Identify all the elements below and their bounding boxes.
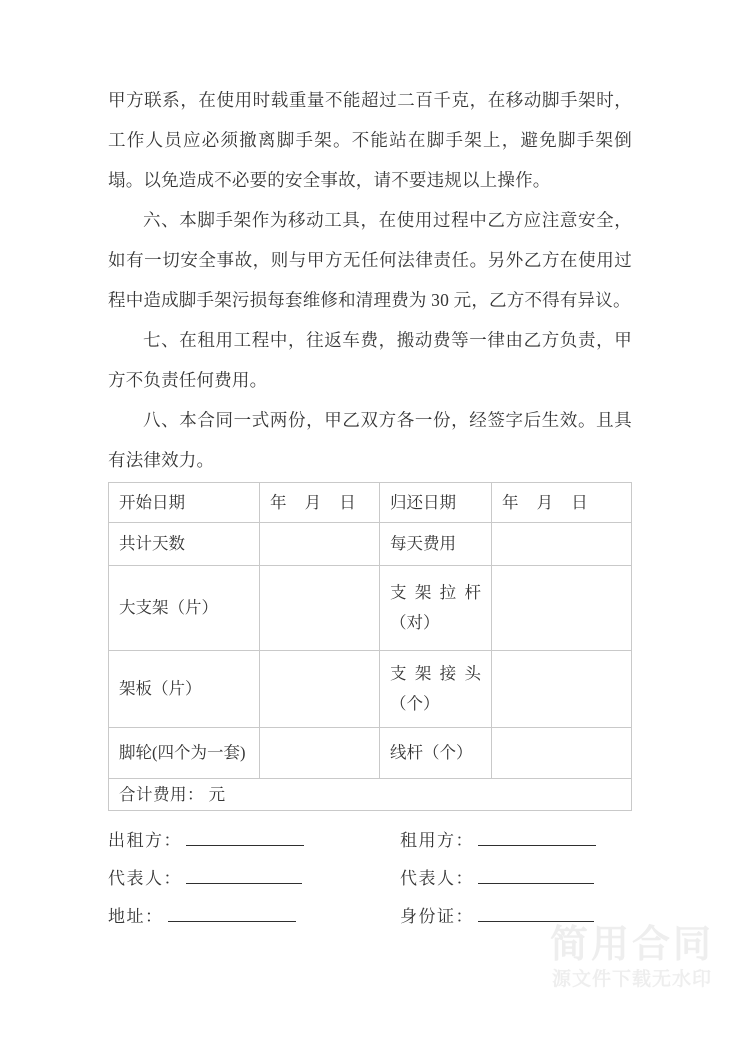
signature-lessee xyxy=(400,826,596,851)
signature-lessee-rep-label: 代表人： xyxy=(400,869,474,888)
document-body xyxy=(108,80,632,480)
signature-address xyxy=(108,902,296,927)
signature-lessor-rep-label: 代表人： xyxy=(108,869,182,888)
cell-bracket-rod-value[interactable] xyxy=(492,566,632,651)
signature-lessor-label: 出租方： xyxy=(108,831,182,850)
signature-lessor-rep-input[interactable] xyxy=(186,883,302,884)
paragraph-clause-8: 八、本合同一式两份，甲乙双方各一份，经签字后生效。且具有法律效力。 xyxy=(108,410,632,470)
signature-block xyxy=(108,826,632,940)
table-row-total xyxy=(109,779,632,811)
signature-lessee-input[interactable] xyxy=(478,845,596,846)
cell-bracket-rod-label xyxy=(380,566,492,651)
signature-id-number xyxy=(400,902,594,927)
signature-lessor-rep xyxy=(108,864,302,889)
cell-bracket-rod-line2: （对） xyxy=(390,613,440,632)
cell-bracket-joint-value[interactable] xyxy=(492,651,632,728)
cell-caster-label: 脚轮(四个为一套) xyxy=(109,728,260,779)
watermark-brand: 简用合同 xyxy=(549,922,714,966)
cell-wire-rod-value[interactable] xyxy=(492,728,632,779)
paragraph-clause-6: 六、本脚手架作为移动工具，在使用过程中乙方应注意安全，如有一切安全事故，则与甲方无任何法律责任。另外乙方在使用过程中造成脚手架污损每套维修和清理费为 30 元，乙方不得有异议。 xyxy=(108,210,632,310)
rental-details-table xyxy=(108,482,632,811)
paragraph-clause-7: 七、在租用工程中，往返车费，搬动费等一律由乙方负责，甲方不负责任何费用。 xyxy=(108,330,632,390)
signature-row-party xyxy=(108,826,632,864)
signature-row-representative xyxy=(108,864,632,902)
cell-return-date-value[interactable]: 年 月 日 xyxy=(492,483,632,523)
signature-id-number-label: 身份证： xyxy=(400,907,474,926)
signature-row-address-id xyxy=(108,902,632,940)
cell-start-date-label: 开始日期 xyxy=(109,483,260,523)
cell-plank-value[interactable] xyxy=(260,651,380,728)
watermark-tagline: 源文件下载无水印 xyxy=(551,968,712,990)
cell-total-days-label: 共计天数 xyxy=(109,523,260,566)
paragraph-continued: 甲方联系，在使用时载重量不能超过二百千克，在移动脚手架时，工作人员应必须撤离脚手架。不能站在脚手架上，避免脚手架倒塌。以免造成不必要的安全事故，请不要违规以上操作。 xyxy=(108,90,632,190)
signature-address-label: 地址： xyxy=(108,907,164,926)
cell-start-date-value[interactable]: 年 月 日 xyxy=(260,483,380,523)
signature-id-number-input[interactable] xyxy=(478,921,594,922)
cell-total-fee[interactable]: 合计费用： 元 xyxy=(109,779,632,811)
cell-daily-fee-label: 每天费用 xyxy=(380,523,492,566)
signature-lessor-input[interactable] xyxy=(186,845,304,846)
table-row xyxy=(109,566,632,651)
signature-lessee-label: 租用方： xyxy=(400,831,474,850)
cell-big-bracket-label: 大支架（片） xyxy=(109,566,260,651)
signature-address-input[interactable] xyxy=(168,921,296,922)
cell-bracket-joint-line2: （个） xyxy=(390,694,440,713)
cell-total-days-value[interactable] xyxy=(260,523,380,566)
cell-big-bracket-value[interactable] xyxy=(260,566,380,651)
table-row xyxy=(109,483,632,523)
cell-caster-value[interactable] xyxy=(260,728,380,779)
table-row xyxy=(109,728,632,779)
table-row xyxy=(109,523,632,566)
cell-plank-label: 架板（片） xyxy=(109,651,260,728)
cell-bracket-joint-line1: 支架接头 xyxy=(390,664,481,683)
signature-lessee-rep-input[interactable] xyxy=(478,883,594,884)
table-row xyxy=(109,651,632,728)
signature-lessor xyxy=(108,826,304,851)
cell-daily-fee-value[interactable] xyxy=(492,523,632,566)
cell-bracket-rod-line1: 支架拉杆 xyxy=(390,583,481,602)
cell-wire-rod-label: 线杆（个） xyxy=(380,728,492,779)
signature-lessee-rep xyxy=(400,864,594,889)
cell-bracket-joint-label xyxy=(380,651,492,728)
cell-return-date-label: 归还日期 xyxy=(380,483,492,523)
